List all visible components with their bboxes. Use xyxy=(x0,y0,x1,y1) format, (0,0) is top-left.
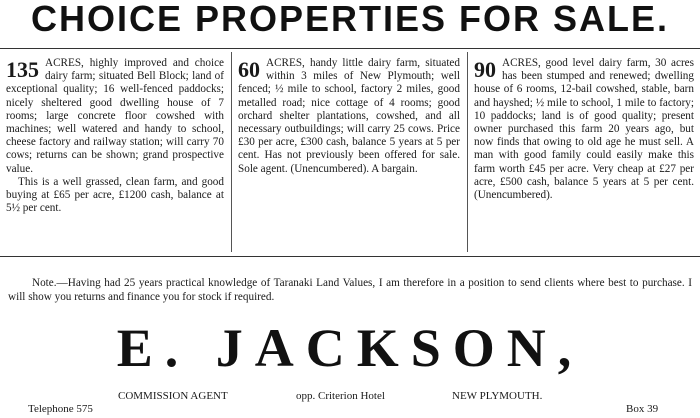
telephone: Telephone 575 xyxy=(28,403,93,415)
listing-body: ACRES, highly improved and choice dairy farm; situated Bell Block; land of exceptional quality; 16 well-fenced paddocks; nicely sheltered good dwelling house of 7 rooms; large concrete floor cowshed with machines; well watered and handy to school, cheese factory and railway station; will carry 70 cows; returns can be shown; grand prospective value. xyxy=(6,57,224,175)
listing-number: 60 xyxy=(238,57,260,82)
column-divider xyxy=(467,52,468,252)
agent-role: COMMISSION AGENT xyxy=(118,390,228,402)
agent-address: opp. Criterion Hotel xyxy=(296,390,385,402)
listing-body: ACRES, good level dairy farm, 30 acres has been stumped and renewed; dwelling house of 6 rooms, 12-bail cowshed, stable, barn and hayshed; ½ mile to school, 1 mile to factory; 10 paddocks; land is of good quality; present owner purchased this farm 20 years ago, but now finds that owing to old age he must sell. A man with good family could easily make this farm worth £45 per acre. Very cheap at £27 per acre, £500 cash, balance 5 years at 5 per cent. (Unencumbered). xyxy=(474,57,694,202)
note-paragraph xyxy=(8,276,692,304)
listing-body: ACRES, handy little dairy farm, situated within 3 miles of New Plymouth; well fenced; ½ mile to school, factory 2 miles, good metalled road; nice cottage of 4 rooms; good orchard shelter plantations, cowshed, and all necessary outbuildings; will carry 25 cows. Price £30 per acre, £300 cash, balance 5 years at 5 per cent. Has not previously been offered for sale. Sole agent. (Unencumbered). A bargain. xyxy=(238,57,460,175)
top-rule xyxy=(0,48,700,49)
listing-body-extra: This is a well grassed, clean farm, and good buying at £65 per acre, £1200 cash, balance at 5½ per cent. xyxy=(6,175,224,215)
listing-135 xyxy=(6,57,224,247)
listing-90 xyxy=(474,57,694,247)
column-divider xyxy=(231,52,232,252)
agent-details xyxy=(0,389,700,403)
box-number: Box 39 xyxy=(626,403,659,415)
page-headline: CHOICE PROPERTIES FOR SALE. xyxy=(30,0,670,39)
middle-rule xyxy=(0,256,700,257)
listing-number: 135 xyxy=(6,57,39,82)
contact-line xyxy=(0,402,700,416)
agent-town: NEW PLYMOUTH. xyxy=(452,390,543,402)
agent-name: E. JACKSON, xyxy=(116,318,584,378)
listing-number: 90 xyxy=(474,57,496,82)
note-label: Note. xyxy=(32,277,57,289)
listing-60 xyxy=(238,57,460,247)
note-text: —Having had 25 years practical knowledge of Taranaki Land Values, I am therefore in a position to send clients where best to purchase. I will show you returns and finance you for stock if required. xyxy=(8,277,692,303)
